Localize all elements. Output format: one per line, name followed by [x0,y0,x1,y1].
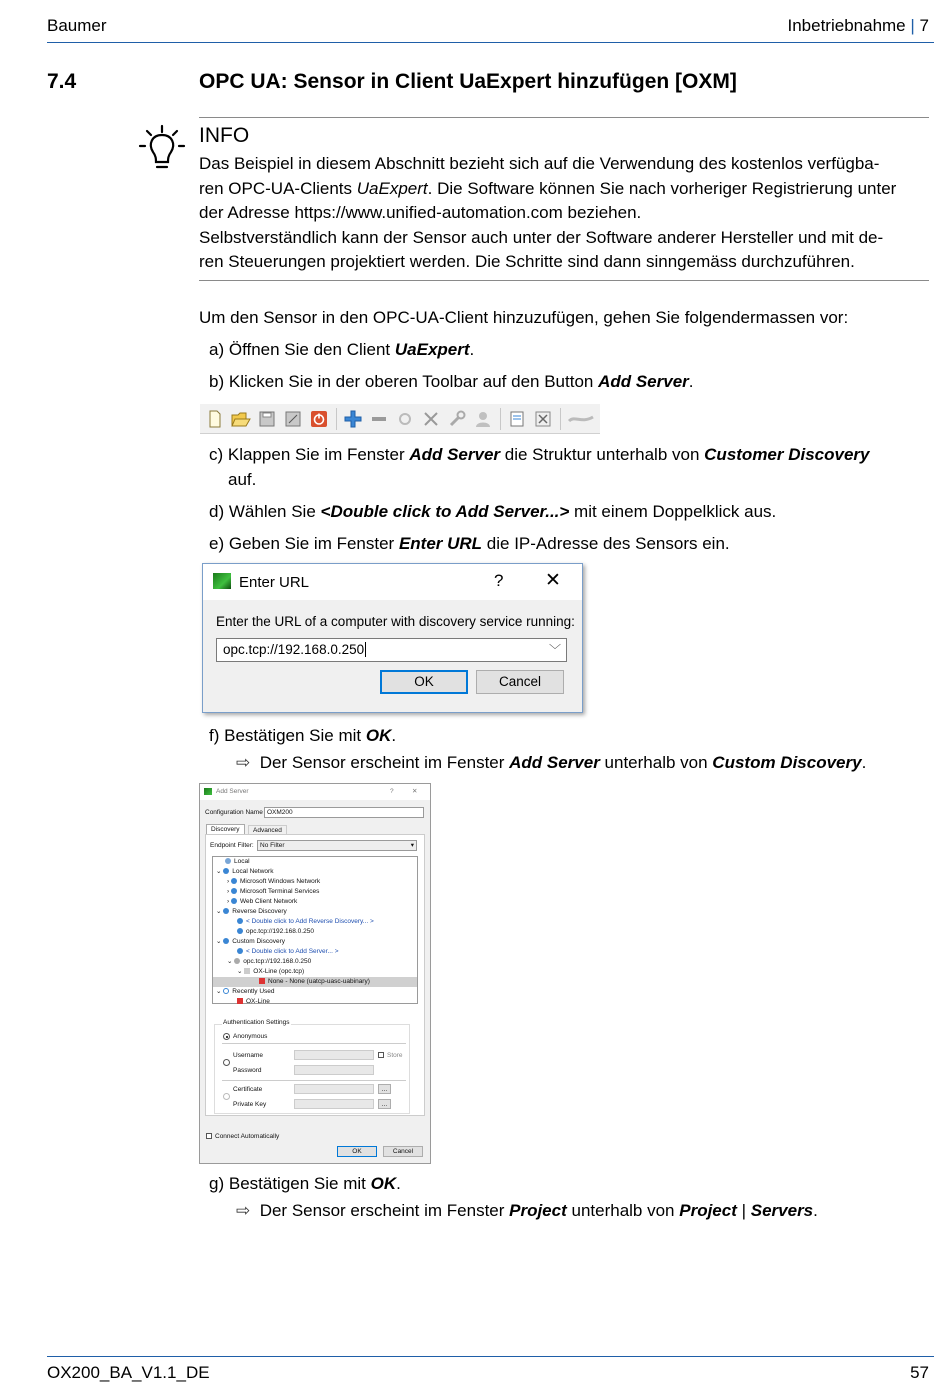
step-e: e) Geben Sie im Fenster Enter URL die IP-Adresse des Sensors ein. [209,534,730,553]
save-icon[interactable] [256,408,278,430]
delete-icon[interactable] [532,408,554,430]
header-section [788,16,930,36]
header-chapter: 7 [919,16,929,35]
lightbulb-icon [138,124,190,176]
url-prompt: Enter the URL of a computer with discovery service running: [216,614,575,629]
tab-discovery[interactable]: Discovery [206,824,245,834]
cable-icon[interactable] [566,408,596,430]
auth-divider [222,1080,406,1081]
uaexpert-app-icon [204,788,212,795]
tree-item-ms-windows-network[interactable]: › Microsoft Windows Network [227,878,321,885]
info-text [199,152,934,275]
auth-divider [222,1043,406,1044]
endpoint-filter-label: Endpoint Filter: [210,842,254,849]
connect-automatically-label: Connect Automatically [215,1133,280,1140]
close-icon[interactable]: ✕ [545,570,561,591]
dialog-title: Enter URL [239,574,310,591]
close-icon[interactable]: ✕ [412,788,418,795]
step-f: f) Bestätigen Sie mit OK. [209,726,397,745]
tree-item-local[interactable]: Local [225,857,250,867]
add-server-dialog [199,783,431,1164]
server-tree[interactable] [212,856,418,1004]
open-icon[interactable] [230,408,252,430]
certificate-radio[interactable] [223,1093,230,1100]
step-g-result: ⇨ Der Sensor erscheint im Fenster Project unterhalb von Project | Servers. [236,1201,818,1220]
remove-icon[interactable] [368,408,390,430]
info-line-3: der Adresse https://www.unified-automation.com beziehen. [199,203,642,222]
result-arrow-icon: ⇨ [236,1201,251,1220]
info-line-5: ren Steuerungen projektiert werden. Die Schritte sind dann sinngemäss durchzuführen. [199,252,855,271]
username-radio[interactable] [223,1059,230,1066]
endpoint-filter-select[interactable]: No Filter ▾ [257,840,417,851]
chevron-down-icon[interactable]: ﹀ [548,643,561,657]
tree-item-recent-ox-line[interactable]: OX-Line [237,997,270,1007]
config-name-input[interactable]: OXM200 [264,807,424,818]
connect-icon[interactable] [394,408,416,430]
section-number: 7.4 [47,70,77,93]
page-number: 57 [910,1363,929,1382]
anonymous-radio[interactable] [223,1033,230,1040]
certificate-label: Certificate [233,1086,263,1093]
info-line-2: ren OPC-UA-Clients UaExpert. Die Software können Sie nach vorheriger Registrierung unter [199,178,897,198]
username-input[interactable] [294,1050,374,1060]
tree-item-add-reverse-discovery[interactable]: < Double click to Add Reverse Discovery... > [237,917,374,927]
password-label: Password [233,1067,262,1074]
private-key-browse-button[interactable]: ... [378,1099,391,1109]
new-icon[interactable] [204,408,226,430]
intro-text: Um den Sensor in den OPC-UA-Client hinzuzufügen, gehen Sie folgendermassen vor: [199,308,849,327]
toolbar-separator [336,408,337,430]
toolbar-screenshot [200,404,600,434]
connect-automatically-checkbox[interactable] [206,1133,212,1139]
step-b: b) Klicken Sie in der oberen Toolbar auf den Button Add Server. [209,372,694,391]
save-as-icon[interactable] [282,408,304,430]
tab-advanced[interactable]: Advanced [248,825,287,835]
tree-item-add-server[interactable]: < Double click to Add Server... > [237,947,339,957]
document-icon[interactable] [506,408,528,430]
section-title: OPC UA: Sensor in Client UaExpert hinzufügen [OXM] [199,70,737,93]
url-value: opc.tcp://192.168.0.250 [223,642,365,657]
add-server-title: Add Server [216,788,249,795]
toolbar-separator [500,408,501,430]
tree-item-reverse-discovery[interactable]: ⌄ Reverse Discovery [216,908,287,915]
store-checkbox[interactable] [378,1052,384,1058]
tree-item-ms-terminal-services[interactable]: › Microsoft Terminal Services [227,888,320,895]
user-icon[interactable] [472,408,494,430]
info-heading: INFO [199,124,250,147]
help-icon[interactable]: ? [390,788,394,795]
tree-item-custom-discovery[interactable]: ⌄ Custom Discovery [216,938,285,945]
ok-button[interactable]: OK [337,1146,377,1157]
info-line-1: Das Beispiel in diesem Abschnitt bezieht sich auf die Verwendung des kostenlos verfügba- [199,154,880,173]
step-f-result: ⇨ Der Sensor erscheint im Fenster Add Server unterhalb von Custom Discovery. [236,753,867,772]
toolbar-separator [560,408,561,430]
settings-icon[interactable] [446,408,468,430]
result-arrow-icon: ⇨ [236,753,251,772]
info-bottom-rule [199,280,929,281]
step-d: d) Wählen Sie <Double click to Add Server...> mit einem Doppelklick aus. [209,502,777,521]
footer-rule [47,1356,934,1357]
tree-item-local-network[interactable]: ⌄ Local Network [216,868,274,875]
info-line-4: Selbstverständlich kann der Sensor auch unter der Software anderer Hersteller und mit de- [199,227,884,247]
password-input[interactable] [294,1065,374,1075]
tree-item-ox-line[interactable]: ⌄ OX-Line (opc.tcp) [237,968,305,975]
step-c: c) Klappen Sie im Fenster Add Server die Struktur unterhalb von Customer Discovery auf. [209,445,870,489]
certificate-browse-button[interactable]: ... [378,1084,391,1094]
cancel-button[interactable]: Cancel [476,670,564,694]
tree-item-custom-url[interactable]: ⌄ opc.tcp://192.168.0.250 [227,958,312,965]
add-server-icon[interactable] [342,408,364,430]
tree-item-reverse-url[interactable]: opc.tcp://192.168.0.250 [237,927,314,937]
config-name-label: Configuration Name [205,809,263,816]
help-icon[interactable]: ? [494,571,504,590]
tree-item-web-client-network[interactable]: › Web Client Network [227,898,298,905]
certificate-input[interactable] [294,1084,374,1094]
footer-doc-id: OX200_BA_V1.1_DE [47,1363,210,1382]
private-key-input[interactable] [294,1099,374,1109]
uaexpert-app-icon [213,573,231,589]
cancel-button[interactable]: Cancel [383,1146,423,1157]
enter-url-dialog [202,563,583,713]
chevron-down-icon: ▾ [410,842,414,849]
header-section-title: Inbetriebnahme [787,16,906,35]
url-input[interactable] [216,638,567,662]
step-g: g) Bestätigen Sie mit OK. [209,1174,401,1193]
power-icon[interactable] [308,408,330,430]
disconnect-icon[interactable] [420,408,442,430]
username-label: Username [233,1052,263,1059]
step-a: a) Öffnen Sie den Client UaExpert. [209,340,475,359]
ok-button[interactable]: OK [380,670,468,694]
store-label: Store [387,1052,403,1059]
dialog-body [203,600,582,712]
tree-item-endpoint-none[interactable]: None - None (uatcp-uasc-uabinary) [213,977,417,987]
info-top-rule [199,117,929,118]
auth-settings-title: Authentication Settings [223,1019,290,1026]
private-key-label: Private Key [233,1101,267,1108]
tree-item-recently-used[interactable]: ⌄ Recently Used [216,988,275,995]
header-brand: Baumer [47,16,107,35]
header-separator: | [910,16,915,35]
header-rule [47,42,934,43]
anonymous-label: Anonymous [233,1033,268,1040]
